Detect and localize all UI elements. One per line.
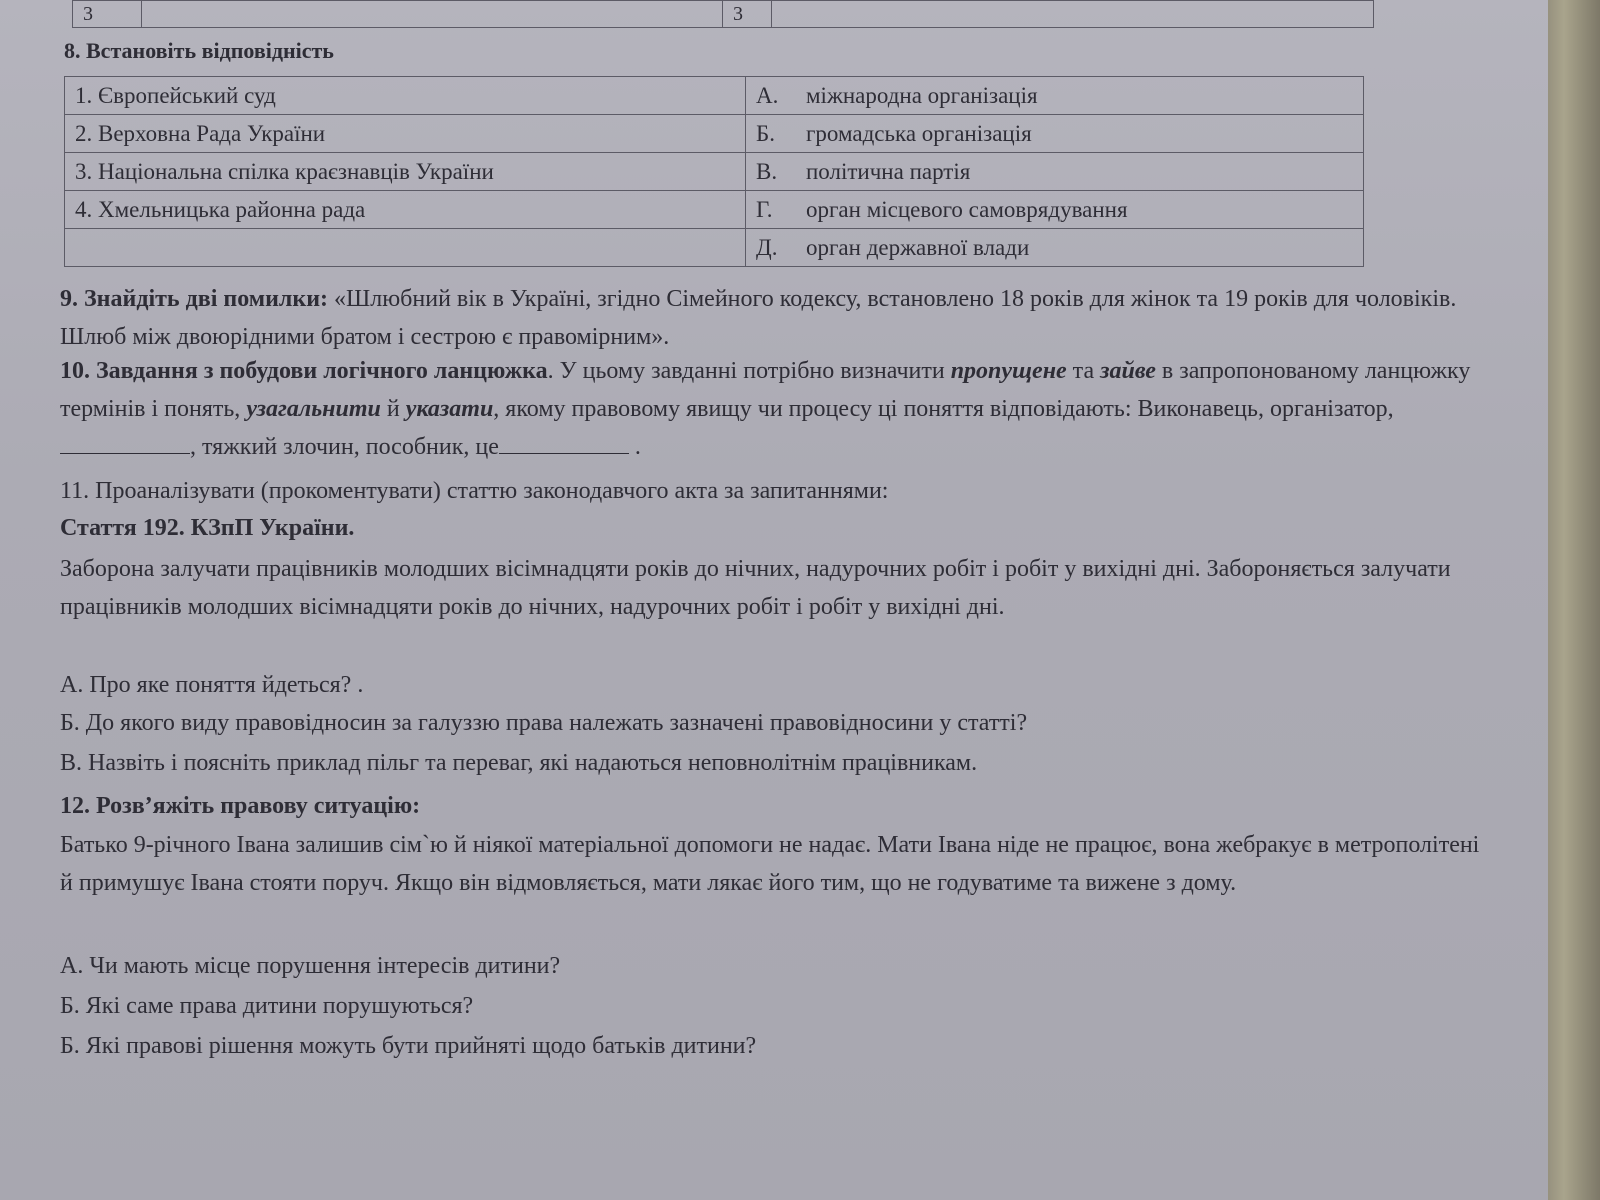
task11-question-b: Б. До якого виду правовідносин за галуззю права належать зазначені правовідносини у статті? [60, 710, 1028, 736]
table-row [65, 153, 1364, 191]
option-text: громадська організація [806, 120, 1032, 146]
option-letter: А. [756, 82, 779, 108]
right-cell [746, 153, 1364, 191]
task12-heading: 12. Розв’яжіть правову ситуацію: [60, 793, 421, 819]
task9-label: 9. Знайдіть дві помилки: [60, 286, 329, 312]
task10-keyword: узагальнити [246, 396, 381, 422]
situation-text: Батько 9-річного Івана залишив сім`ю й ніякої матеріальної допомоги не надає. Мати Івана ніде не працює, вона жебракує в метрополітені й примушує Івана стояти поруч. Якщо він відмовляється, мати лякає його тим, що не годуватиме та вижене з дому. [60, 832, 1480, 896]
table-row [65, 229, 1364, 267]
task10-text: та [1066, 358, 1101, 384]
option-text: міжнародна організація [806, 82, 1038, 108]
task10-keyword: указати [405, 396, 494, 422]
task9-text: «Шлюбний вік в Україні, згідно Сімейного кодексу, встановлено 18 років для жінок та 19 років для чоловіків. Шлюб між двоюрідними братом і сестрою є правомірним». [60, 286, 1457, 350]
task12-question-c: Б. Які правові рішення можуть бути прийняті щодо батьків дитини? [60, 1033, 757, 1059]
task10-text: , тяжкий злочин, пособник, це [190, 434, 499, 460]
table-row [73, 1, 1374, 28]
task10-text: в запропонованому ланцюжку термінів і понять, [60, 358, 1471, 422]
table-cell [142, 1, 723, 28]
option-letter: Д. [756, 234, 778, 260]
task10-text: й [380, 396, 406, 422]
background-surface [1540, 0, 1600, 1200]
answer-blank [499, 433, 629, 454]
option-text: політична партія [806, 158, 971, 184]
task10 [60, 352, 1480, 466]
right-cell [746, 191, 1364, 229]
task10-label: 10. Завдання з побудови логічного ланцюжка [60, 358, 548, 384]
option-letter: Г. [756, 196, 773, 222]
task11-intro: 11. Проаналізувати (прокоментувати) статтю законодавчого акта за запитаннями: [60, 478, 889, 504]
task10-text: . У цьому завданні потрібно визначити [547, 358, 951, 384]
left-cell [65, 229, 746, 267]
table-row [65, 191, 1364, 229]
left-cell: 2. Верховна Рада України [65, 115, 746, 153]
table-cell: 3 [723, 1, 772, 28]
matching-table [64, 76, 1364, 267]
task8-heading: 8. Встановіть відповідність [64, 38, 334, 63]
task10-keyword: зайве [1100, 358, 1156, 384]
option-letter: Б. [756, 120, 775, 146]
task12-question-b: Б. Які саме права дитини порушуються? [60, 993, 474, 1019]
right-cell [746, 77, 1364, 115]
answer-blank [60, 433, 190, 454]
task12-question-a: А. Чи мають місце порушення інтересів дитини? [60, 953, 561, 979]
article-text: Заборона залучати працівників молодших вісімнадцяти років до нічних, надурочних робіт і робіт у вихідні дні. Забороняється залучати працівників молодших вісімнадцяти років до нічних, надурочних робіт і робіт у вихідні дні. [60, 556, 1451, 620]
previous-table-fragment [72, 0, 1374, 28]
task9 [60, 280, 1480, 356]
left-cell: 3. Національна спілка краєзнавців України [65, 153, 746, 191]
table-cell [772, 1, 1374, 28]
task10-text: Виконавець, організатор, [1137, 396, 1394, 422]
task11-question-a: А. Про яке поняття йдеться? . [60, 672, 364, 698]
right-cell [746, 115, 1364, 153]
option-text: орган місцевого самоврядування [806, 196, 1128, 222]
table-cell: 3 [73, 1, 142, 28]
right-cell [746, 229, 1364, 267]
option-letter: В. [756, 158, 778, 184]
article-title: Стаття 192. КЗпП України. [60, 515, 355, 541]
table-row [65, 77, 1364, 115]
table-row [65, 115, 1364, 153]
task11-question-c: В. Назвіть і поясніть приклад пільг та переваг, які надаються неповнолітнім працівникам. [60, 750, 978, 776]
task10-keyword: пропущене [950, 358, 1067, 384]
task10-text: . [628, 434, 641, 460]
left-cell: 1. Європейський суд [65, 77, 746, 115]
left-cell: 4. Хмельницька районна рада [65, 191, 746, 229]
option-text: орган державної влади [806, 234, 1030, 260]
task10-text: , якому правовому явищу чи процесу ці поняття відповідають: [493, 396, 1138, 422]
